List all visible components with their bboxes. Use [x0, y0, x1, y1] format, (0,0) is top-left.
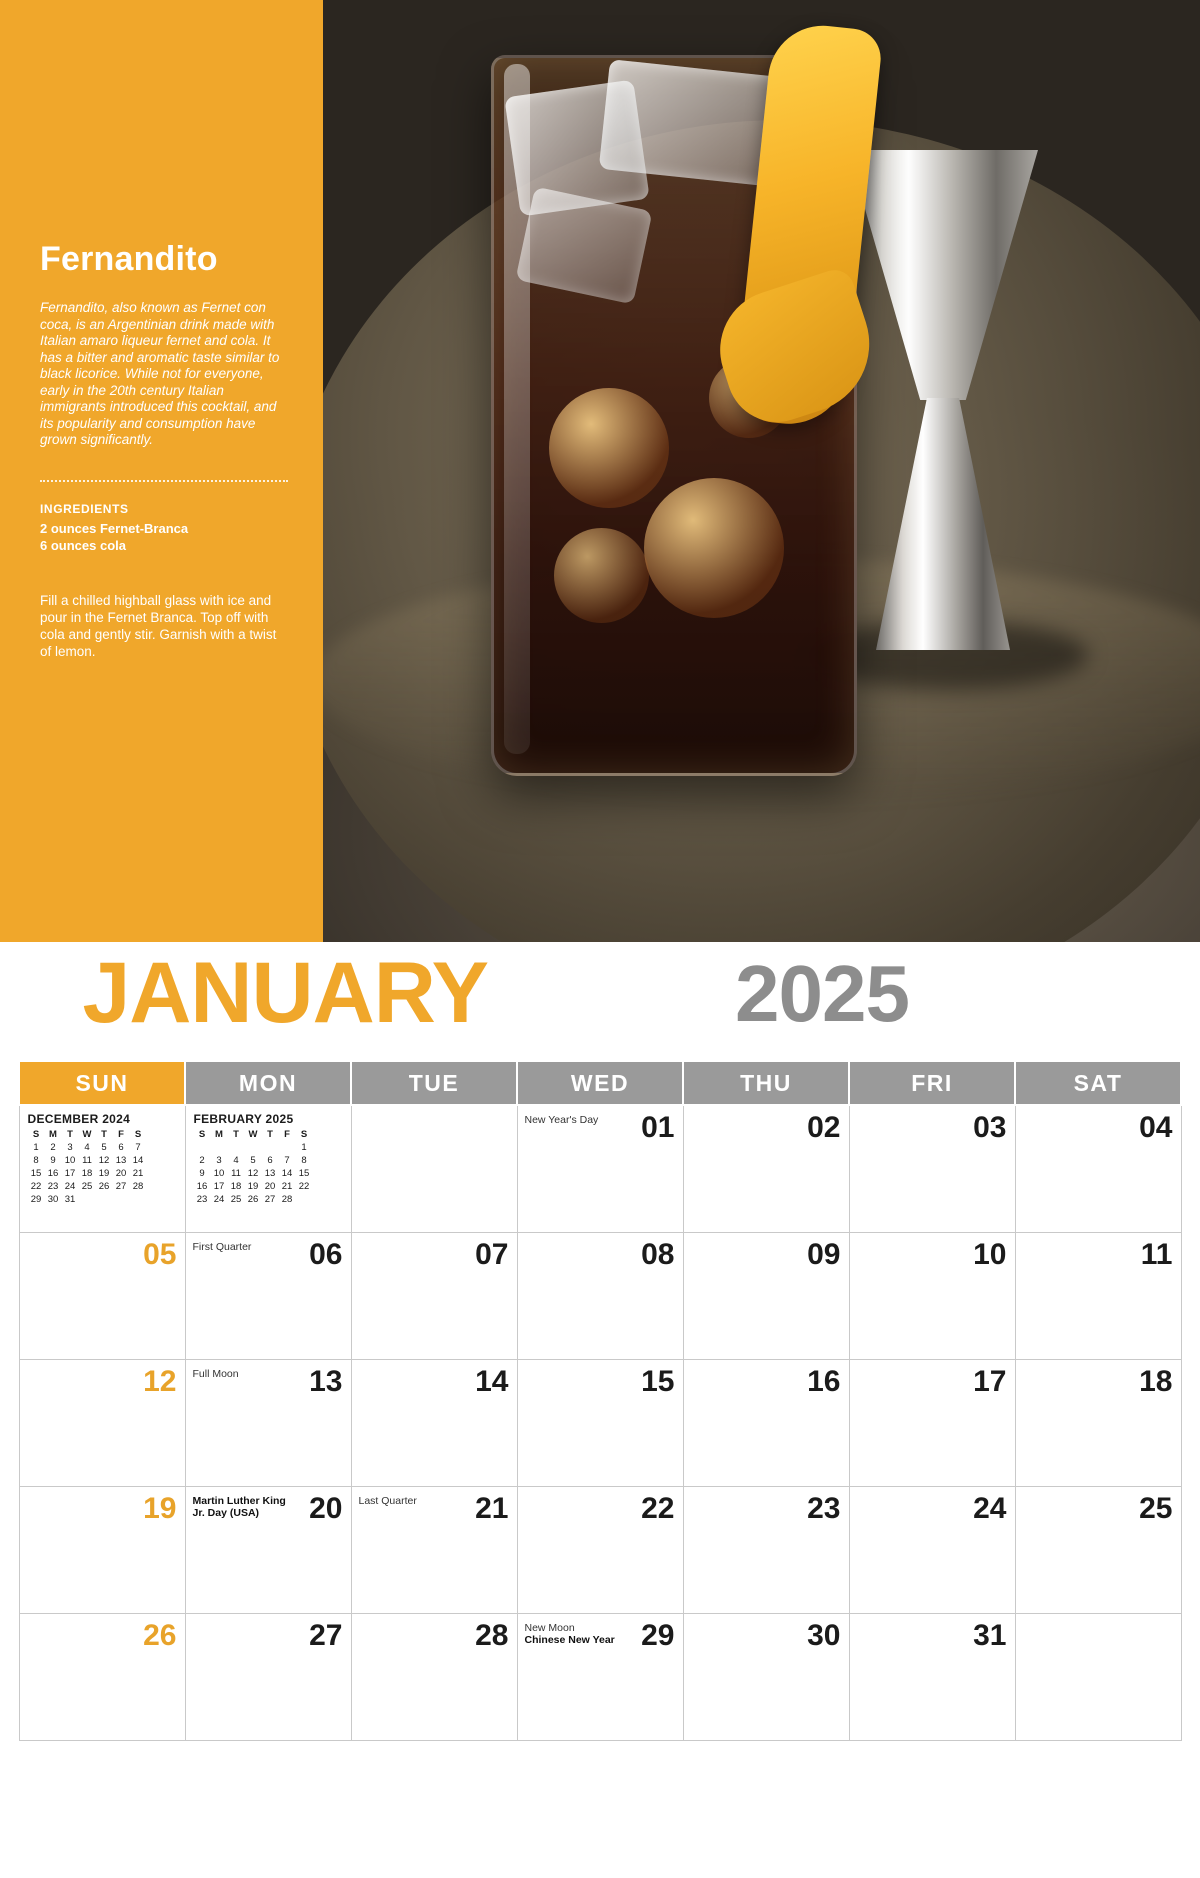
- mini-day: [279, 1141, 296, 1154]
- day-number: 17: [973, 1365, 1007, 1398]
- mini-weekday: M: [49, 1129, 57, 1140]
- ingredients-label: INGREDIENTS: [40, 502, 129, 516]
- day-cell[interactable]: [849, 1487, 1015, 1614]
- mini-weekday: T: [67, 1129, 73, 1140]
- glass-highlight: [504, 64, 530, 754]
- mini-day: 19: [98, 1168, 110, 1179]
- calendar-header: [0, 942, 1200, 1060]
- calendar-table: [18, 1060, 1182, 1741]
- day-number: 08: [641, 1238, 675, 1271]
- day-event: Martin Luther King Jr. Day (USA): [192, 1495, 286, 1519]
- day-cell[interactable]: [1015, 1360, 1181, 1487]
- mini-day: 25: [230, 1194, 242, 1205]
- calendar-body: [19, 1105, 1181, 1741]
- mini-day: 5: [101, 1142, 107, 1153]
- mini-day: [113, 1193, 130, 1206]
- recipe-panel: [0, 0, 323, 942]
- mini-day: 17: [64, 1168, 76, 1179]
- mini-day: 27: [264, 1194, 276, 1205]
- day-cell[interactable]: [517, 1487, 683, 1614]
- ingredient-item: 2 ounces Fernet-Branca: [40, 521, 189, 536]
- mini-day: 3: [67, 1142, 73, 1153]
- day-number: 20: [309, 1492, 343, 1525]
- day-cell[interactable]: [683, 1360, 849, 1487]
- calendar-section: [0, 942, 1200, 1878]
- mini-day: 9: [50, 1155, 56, 1166]
- calendar-grid: [18, 1060, 1182, 1741]
- day-cell[interactable]: [19, 1614, 185, 1741]
- mini-month-title: FEBRUARY 2025: [193, 1112, 294, 1126]
- mini-day: 12: [98, 1155, 110, 1166]
- mini-day: [262, 1141, 279, 1154]
- day-cell[interactable]: [351, 1487, 517, 1614]
- mini-day: 2: [50, 1142, 56, 1153]
- mini-day: 23: [47, 1181, 59, 1192]
- bubble: [549, 388, 669, 508]
- mini-day: 4: [233, 1155, 239, 1166]
- mini-day: 16: [47, 1168, 59, 1179]
- mini-month-cell[interactable]: [185, 1105, 351, 1233]
- day-number: 25: [1139, 1492, 1173, 1525]
- mini-day: 1: [33, 1142, 39, 1153]
- day-number: 12: [143, 1365, 177, 1398]
- day-number: 24: [973, 1492, 1007, 1525]
- day-event: Last Quarter: [358, 1495, 417, 1507]
- calendar-week-row: [19, 1614, 1181, 1741]
- day-number: 31: [973, 1619, 1007, 1652]
- day-event: Chinese New Year: [524, 1634, 615, 1646]
- mini-day: 7: [284, 1155, 290, 1166]
- day-number: 18: [1139, 1365, 1173, 1398]
- mini-day: [130, 1193, 147, 1206]
- mini-day: 6: [267, 1155, 273, 1166]
- mini-day: 15: [30, 1168, 42, 1179]
- day-cell[interactable]: [1015, 1105, 1181, 1233]
- weekday-fri: FRI: [849, 1061, 1015, 1105]
- mini-day: 21: [132, 1168, 144, 1179]
- mini-day: 8: [301, 1155, 307, 1166]
- weekday-sun: SUN: [19, 1061, 185, 1105]
- day-events: [525, 1622, 627, 1646]
- day-cell[interactable]: [185, 1614, 351, 1741]
- weekday-header-row: [19, 1061, 1181, 1105]
- mini-day: 29: [30, 1194, 42, 1205]
- mini-day: [79, 1193, 96, 1206]
- day-cell[interactable]: [185, 1487, 351, 1614]
- day-cell[interactable]: [683, 1105, 849, 1233]
- day-cell[interactable]: [849, 1105, 1015, 1233]
- mini-month-cell[interactable]: [19, 1105, 185, 1233]
- mini-day: 1: [301, 1142, 307, 1153]
- day-cell[interactable]: [185, 1233, 351, 1360]
- ingredients-list: [40, 520, 290, 554]
- mini-weekday: S: [300, 1129, 308, 1140]
- divider-dotted: [40, 480, 288, 482]
- day-number: 26: [143, 1619, 177, 1652]
- empty-day-cell: [1015, 1614, 1181, 1741]
- mini-day: 26: [98, 1181, 110, 1192]
- day-number: 09: [807, 1238, 841, 1271]
- cocktail-photo: [323, 0, 1200, 942]
- day-number: 04: [1139, 1111, 1173, 1144]
- day-events: [193, 1368, 295, 1380]
- empty-day-cell: [351, 1105, 517, 1233]
- mini-weekday: M: [215, 1129, 223, 1140]
- bubble: [644, 478, 784, 618]
- mini-day: 22: [30, 1181, 42, 1192]
- weekday-wed: WED: [517, 1061, 683, 1105]
- recipe-description: Fernandito, also known as Fernet con coca, is an Argentinian drink made with Italian amaro liqueur fernet and cola. It has a bitter and aromatic taste similar to black licorice. While not for everyone, early in the 20th century Italian immigrants introduced this cocktail, and its popularity and consumption have grown significantly.: [40, 300, 280, 447]
- calendar-week-row: [19, 1360, 1181, 1487]
- day-cell[interactable]: [683, 1614, 849, 1741]
- mini-day: 5: [250, 1155, 256, 1166]
- mini-month-title: DECEMBER 2024: [27, 1112, 131, 1126]
- mini-weekday: F: [118, 1129, 124, 1140]
- calendar-year: 2025: [735, 949, 909, 1038]
- mini-day: [296, 1193, 313, 1206]
- mini-day: 11: [231, 1168, 241, 1179]
- day-cell[interactable]: [683, 1233, 849, 1360]
- calendar-month: JANUARY: [82, 945, 488, 1041]
- mini-day: 10: [64, 1155, 76, 1166]
- day-number: 15: [641, 1365, 675, 1398]
- mini-day: 26: [247, 1194, 259, 1205]
- day-cell[interactable]: [517, 1360, 683, 1487]
- mini-day: 20: [115, 1168, 127, 1179]
- mini-day: 24: [213, 1194, 225, 1205]
- mini-day: 7: [135, 1142, 141, 1153]
- mini-day: 11: [82, 1155, 92, 1166]
- day-event: First Quarter: [192, 1241, 252, 1253]
- day-events: [359, 1495, 461, 1507]
- day-number: 01: [641, 1111, 675, 1144]
- jigger-object: [848, 150, 1038, 670]
- day-cell[interactable]: [683, 1487, 849, 1614]
- mini-day: 8: [33, 1155, 39, 1166]
- mini-day: 9: [199, 1168, 205, 1179]
- day-number: 06: [309, 1238, 343, 1271]
- mini-day: [228, 1141, 245, 1154]
- mini-day: 2: [199, 1155, 205, 1166]
- mini-day: 24: [64, 1181, 76, 1192]
- mini-day: 14: [281, 1168, 293, 1179]
- mini-day: 27: [115, 1181, 127, 1192]
- day-events: [525, 1114, 627, 1126]
- weekday-tue: TUE: [351, 1061, 517, 1105]
- day-events: [193, 1495, 295, 1519]
- mini-day: 4: [84, 1142, 90, 1153]
- day-number: 10: [973, 1238, 1007, 1271]
- mini-day: [245, 1141, 262, 1154]
- day-cell[interactable]: [351, 1233, 517, 1360]
- mini-day: 23: [196, 1194, 208, 1205]
- day-number: 29: [641, 1619, 675, 1652]
- mini-day: 31: [64, 1194, 76, 1205]
- day-number: 28: [475, 1619, 509, 1652]
- mini-day: 30: [47, 1194, 59, 1205]
- bubble: [554, 528, 649, 623]
- day-cell[interactable]: [351, 1360, 517, 1487]
- mini-weekday: T: [101, 1129, 107, 1140]
- day-number: 22: [641, 1492, 675, 1525]
- day-number: 02: [807, 1111, 841, 1144]
- jigger-top: [848, 150, 1038, 400]
- mini-day: 28: [132, 1181, 144, 1192]
- day-cell[interactable]: [19, 1487, 185, 1614]
- calendar-week-row: [19, 1105, 1181, 1233]
- day-cell[interactable]: [517, 1105, 683, 1233]
- jigger-bottom: [876, 398, 1010, 650]
- ice-cube: [515, 187, 652, 305]
- mini-day: 16: [196, 1181, 208, 1192]
- ingredient-item: 6 ounces cola: [40, 538, 126, 553]
- calendar-week-row: [19, 1233, 1181, 1360]
- day-event: New Year's Day: [524, 1114, 599, 1126]
- day-number: 11: [1140, 1238, 1173, 1271]
- mini-day: [194, 1141, 211, 1154]
- day-number: 21: [475, 1492, 509, 1525]
- day-cell[interactable]: [19, 1233, 185, 1360]
- mini-day: 6: [118, 1142, 124, 1153]
- mini-day: 15: [298, 1168, 310, 1179]
- mini-day: 3: [216, 1155, 222, 1166]
- mini-day: 10: [213, 1168, 225, 1179]
- day-events: [193, 1241, 295, 1253]
- day-number: 23: [807, 1492, 841, 1525]
- day-cell[interactable]: [185, 1360, 351, 1487]
- day-cell[interactable]: [849, 1360, 1015, 1487]
- day-cell[interactable]: [1015, 1487, 1181, 1614]
- mini-weekday: T: [267, 1129, 273, 1140]
- mini-day: 17: [213, 1181, 225, 1192]
- mini-weekday: W: [82, 1129, 92, 1140]
- day-cell[interactable]: [849, 1233, 1015, 1360]
- mini-month: [28, 1112, 147, 1206]
- mini-day: 12: [247, 1168, 259, 1179]
- mini-day: 13: [264, 1168, 276, 1179]
- mini-day: 19: [247, 1181, 259, 1192]
- mini-weekday: S: [198, 1129, 206, 1140]
- mini-day: 18: [230, 1181, 242, 1192]
- mini-day: 20: [264, 1181, 276, 1192]
- day-number: 07: [475, 1238, 509, 1271]
- day-cell[interactable]: [19, 1360, 185, 1487]
- day-number: 19: [143, 1492, 177, 1525]
- mini-weekday: F: [284, 1129, 290, 1140]
- mini-weekday: W: [248, 1129, 258, 1140]
- mini-day: 25: [81, 1181, 93, 1192]
- day-event: New Moon: [524, 1622, 575, 1634]
- mini-day: 13: [115, 1155, 127, 1166]
- day-cell[interactable]: [351, 1614, 517, 1741]
- mini-day: 21: [281, 1181, 293, 1192]
- day-number: 14: [475, 1365, 509, 1398]
- mini-day: 18: [81, 1168, 93, 1179]
- mini-month: [194, 1112, 313, 1206]
- day-number: 30: [807, 1619, 841, 1652]
- day-number: 03: [973, 1111, 1007, 1144]
- day-cell[interactable]: [517, 1233, 683, 1360]
- weekday-thu: THU: [683, 1061, 849, 1105]
- weekday-sat: SAT: [1015, 1061, 1181, 1105]
- day-cell[interactable]: [1015, 1233, 1181, 1360]
- mini-day: 28: [281, 1194, 293, 1205]
- day-number: 27: [309, 1619, 343, 1652]
- mini-weekday: S: [134, 1129, 142, 1140]
- calendar-week-row: [19, 1487, 1181, 1614]
- recipe-title: Fernandito: [40, 240, 218, 278]
- mini-weekday: S: [32, 1129, 40, 1140]
- day-number: 16: [807, 1365, 841, 1398]
- day-event: Full Moon: [192, 1368, 239, 1380]
- mini-day: [211, 1141, 228, 1154]
- mini-day: 22: [298, 1181, 310, 1192]
- day-cell[interactable]: [517, 1614, 683, 1741]
- day-cell[interactable]: [849, 1614, 1015, 1741]
- weekday-mon: MON: [185, 1061, 351, 1105]
- mini-day: 14: [132, 1155, 144, 1166]
- day-number: 05: [143, 1238, 177, 1271]
- mini-day: [96, 1193, 113, 1206]
- day-number: 13: [309, 1365, 343, 1398]
- mini-weekday: T: [233, 1129, 239, 1140]
- recipe-method: Fill a chilled highball glass with ice and pour in the Fernet Branca. Top off with cola and gently stir. Garnish with a twist of lemon.: [40, 593, 277, 659]
